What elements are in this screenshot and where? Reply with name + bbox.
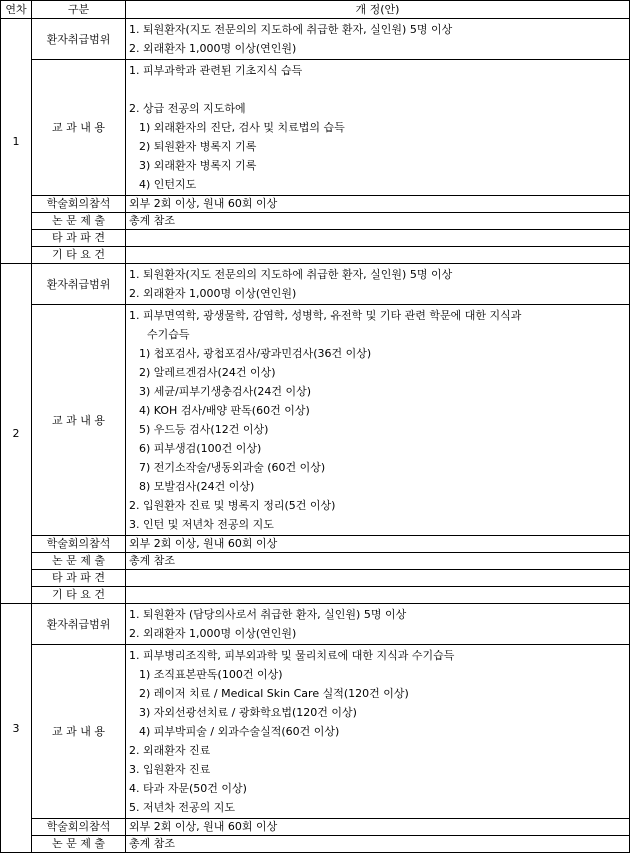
- content-line: 4) 피부박피술 / 외과수술실적(60건 이상): [139, 725, 340, 738]
- category-cell: 교 과 내 용: [32, 60, 126, 196]
- content-line: 1) 첩포검사, 광첩포검사/광과민검사(36건 이상): [139, 347, 372, 360]
- table-row: [1, 836, 630, 853]
- content-cell: [126, 305, 630, 536]
- content-line: 2. 입원환자 진료 및 병록지 정리(5건 이상): [129, 499, 336, 512]
- category-cell: 환자취급범위: [32, 19, 126, 60]
- category-cell: 교 과 내 용: [32, 645, 126, 819]
- category-cell: 논 문 제 출: [32, 553, 126, 570]
- category-cell: 논 문 제 출: [32, 213, 126, 230]
- content-line: 수기습득: [147, 328, 190, 341]
- content-line: 2. 외래환자 1,000명 이상(연인원): [129, 627, 297, 640]
- table-row: [1, 264, 630, 305]
- year-cell: 3: [1, 604, 32, 853]
- content-cell: [126, 230, 630, 247]
- table-row: [1, 536, 630, 553]
- content-cell: 외부 2회 이상, 원내 60회 이상: [126, 819, 630, 836]
- content-line: 2) 레이저 치료 / Medical Skin Care 실적(120건 이상): [139, 687, 409, 700]
- content-cell: 총계 참조: [126, 553, 630, 570]
- content-cell: [126, 247, 630, 264]
- table-row: [1, 305, 630, 536]
- content-line: 7) 전기소작술/냉동외과술 (60건 이상): [139, 461, 326, 474]
- content-line: 2. 외래환자 1,000명 이상(연인원): [129, 287, 297, 300]
- table-row: [1, 570, 630, 587]
- year-cell: 2: [1, 264, 32, 604]
- category-cell: 학술회의참석: [32, 819, 126, 836]
- table-row: [1, 247, 630, 264]
- table-body: [1, 19, 630, 853]
- table-row: [1, 230, 630, 247]
- table-row: [1, 553, 630, 570]
- category-cell: 학술회의참석: [32, 536, 126, 553]
- category-cell: 환자취급범위: [32, 604, 126, 645]
- header-category: 구분: [32, 1, 126, 19]
- content-line: 3. 인턴 및 저년차 전공의 지도: [129, 518, 274, 531]
- category-cell: 논 문 제 출: [32, 836, 126, 853]
- content-line: 3. 입원환자 진료: [129, 763, 211, 776]
- content-cell: [126, 587, 630, 604]
- content-line: 1. 퇴원환자(지도 전문의의 지도하에 취급한 환자, 실인원) 5명 이상: [129, 23, 453, 36]
- content-cell: 외부 2회 이상, 원내 60회 이상: [126, 196, 630, 213]
- table-row: [1, 60, 630, 196]
- content-line: 2. 외래환자 진료: [129, 744, 211, 757]
- content-line: 4) 인턴지도: [139, 178, 197, 191]
- content-line: 1) 조직표본판독(100건 이상): [139, 668, 283, 681]
- content-cell: [126, 570, 630, 587]
- content-cell: [126, 604, 630, 645]
- content-line: 1) 외래환자의 진단, 검사 및 치료법의 습득: [139, 121, 345, 134]
- category-cell: 타 과 파 견: [32, 230, 126, 247]
- content-line: 1. 피부과학과 관련된 기초지식 습득: [129, 64, 303, 77]
- content-line: 1. 퇴원환자(지도 전문의의 지도하에 취급한 환자, 실인원) 5명 이상: [129, 268, 453, 281]
- content-line: 2. 상급 전공의 지도하에: [129, 102, 246, 115]
- table-row: [1, 587, 630, 604]
- content-cell: [126, 19, 630, 60]
- year-cell: 1: [1, 19, 32, 264]
- content-cell: [126, 264, 630, 305]
- content-line: 4. 타과 자문(50건 이상): [129, 782, 247, 795]
- header-content: 개 정(안): [126, 1, 630, 19]
- content-line: [129, 80, 626, 99]
- category-cell: 교 과 내 용: [32, 305, 126, 536]
- table-row: [1, 19, 630, 60]
- content-line: 4) KOH 검사/배양 판독(60건 이상): [139, 404, 310, 417]
- content-cell: [126, 60, 630, 196]
- content-line: 3) 자외선광선치료 / 광화학요법(120건 이상): [139, 706, 357, 719]
- content-line: 1. 퇴원환자 (담당의사로서 취급한 환자, 실인원) 5명 이상: [129, 608, 407, 621]
- table-row: [1, 604, 630, 645]
- content-cell: [126, 645, 630, 819]
- table-row: [1, 645, 630, 819]
- content-line: 6) 피부생검(100건 이상): [139, 442, 262, 455]
- content-cell: 총계 참조: [126, 836, 630, 853]
- category-cell: 타 과 파 견: [32, 570, 126, 587]
- table-row: [1, 819, 630, 836]
- header-year: 연차: [1, 1, 32, 19]
- header-row: [1, 1, 630, 19]
- table-row: [1, 213, 630, 230]
- content-line: 5. 저년차 전공의 지도: [129, 801, 235, 814]
- category-cell: 기 타 요 건: [32, 247, 126, 264]
- category-cell: 기 타 요 건: [32, 587, 126, 604]
- content-line: 2. 외래환자 1,000명 이상(연인원): [129, 42, 297, 55]
- content-line: 1. 피부면역학, 광생물학, 감염학, 성병학, 유전학 및 기타 관련 학문에 대한 지식과: [129, 309, 522, 322]
- content-cell: 외부 2회 이상, 원내 60회 이상: [126, 536, 630, 553]
- content-line: 5) 우드등 검사(12건 이상): [139, 423, 269, 436]
- content-line: 2) 퇴원환자 병록지 기록: [139, 140, 257, 153]
- content-line: 3) 외래환자 병록지 기록: [139, 159, 257, 172]
- content-line: 8) 모발검사(24건 이상): [139, 480, 255, 493]
- category-cell: 학술회의참석: [32, 196, 126, 213]
- content-line: 2) 알레르겐검사(24건 이상): [139, 366, 276, 379]
- content-line: 3) 세균/피부기생충검사(24건 이상): [139, 385, 312, 398]
- content-line: 1. 피부병리조직학, 피부외과학 및 물리치료에 대한 지식과 수기습득: [129, 649, 455, 662]
- table-row: [1, 196, 630, 213]
- content-cell: 총계 참조: [126, 213, 630, 230]
- category-cell: 환자취급범위: [32, 264, 126, 305]
